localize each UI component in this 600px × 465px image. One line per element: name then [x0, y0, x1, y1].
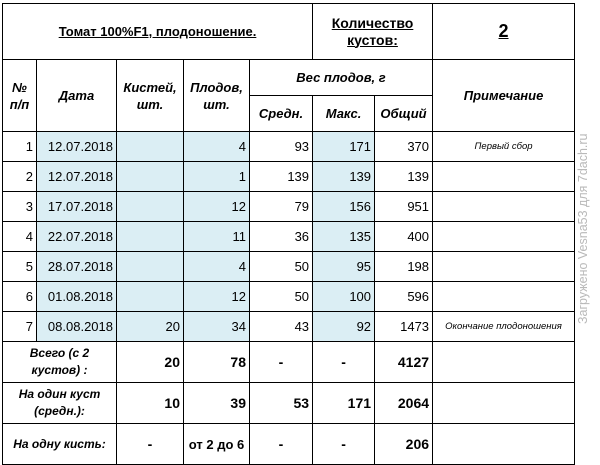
- row-note: [433, 252, 575, 282]
- table-row: [3, 282, 575, 312]
- col-clusters: Кистей, шт.: [117, 60, 184, 132]
- row-note: [433, 222, 575, 252]
- col-max: Макс.: [313, 96, 375, 132]
- col-fruits: Плодов, шт.: [184, 60, 250, 132]
- col-note: Примечание: [433, 60, 575, 132]
- totals-total: 4127: [375, 342, 433, 383]
- row-clusters: [117, 252, 184, 282]
- row-fruits: 4: [184, 132, 250, 162]
- row-avg: 36: [250, 222, 313, 252]
- col-weight-group: Вес плодов, г: [250, 60, 433, 96]
- per-bush-clusters: 10: [117, 383, 184, 424]
- per-bush-label: На один куст (средн.):: [3, 383, 117, 424]
- row-num: 7: [3, 312, 37, 342]
- totals-fruits: 78: [184, 342, 250, 383]
- per-bush-fruits: 39: [184, 383, 250, 424]
- row-date: 12.07.2018: [37, 162, 117, 192]
- per-bush-note: [433, 383, 575, 424]
- row-fruits: 1: [184, 162, 250, 192]
- row-total: 1473: [375, 312, 433, 342]
- row-fruits: 4: [184, 252, 250, 282]
- row-clusters: [117, 192, 184, 222]
- totals-avg: -: [250, 342, 313, 383]
- row-num: 3: [3, 192, 37, 222]
- row-num: 4: [3, 222, 37, 252]
- per-cluster-total: 206: [375, 424, 433, 465]
- per-cluster-note: [433, 424, 575, 465]
- per-bush-max: 171: [313, 383, 375, 424]
- per-cluster-label: На одну кисть:: [3, 424, 117, 465]
- row-date: 17.07.2018: [37, 192, 117, 222]
- row-clusters: 20: [117, 312, 184, 342]
- bushes-label: Количество кустов:: [313, 4, 433, 60]
- row-clusters: [117, 282, 184, 312]
- totals-row: [3, 342, 575, 383]
- table-row: [3, 252, 575, 282]
- table-row: [3, 192, 575, 222]
- row-max: 135: [313, 222, 375, 252]
- row-date: 22.07.2018: [37, 222, 117, 252]
- row-total: 951: [375, 192, 433, 222]
- per-cluster-fruits: от 2 до 6: [184, 424, 250, 465]
- row-note: [433, 282, 575, 312]
- totals-note: [433, 342, 575, 383]
- totals-max: -: [313, 342, 375, 383]
- per-bush-row: [3, 383, 575, 424]
- harvest-table: [2, 3, 575, 465]
- table-row: [3, 222, 575, 252]
- row-max: 171: [313, 132, 375, 162]
- row-max: 92: [313, 312, 375, 342]
- watermark-text: Загружено Vesna53 для 7dach.ru: [576, 133, 590, 324]
- per-cluster-clusters: -: [117, 424, 184, 465]
- row-num: 5: [3, 252, 37, 282]
- bushes-value: 2: [433, 4, 575, 60]
- row-date: 08.08.2018: [37, 312, 117, 342]
- row-avg: 139: [250, 162, 313, 192]
- row-date: 01.08.2018: [37, 282, 117, 312]
- row-avg: 79: [250, 192, 313, 222]
- per-bush-total: 2064: [375, 383, 433, 424]
- row-total: 198: [375, 252, 433, 282]
- row-fruits: 12: [184, 192, 250, 222]
- row-fruits: 34: [184, 312, 250, 342]
- row-max: 100: [313, 282, 375, 312]
- row-max: 95: [313, 252, 375, 282]
- row-avg: 43: [250, 312, 313, 342]
- row-date: 12.07.2018: [37, 132, 117, 162]
- row-note: [433, 162, 575, 192]
- row-total: 139: [375, 162, 433, 192]
- row-num: 2: [3, 162, 37, 192]
- table-title: Томат 100%F1, плодоношение.: [3, 4, 313, 60]
- row-note: [433, 192, 575, 222]
- per-bush-avg: 53: [250, 383, 313, 424]
- row-note: Окончание плодоношения: [433, 312, 575, 342]
- row-num: 6: [3, 282, 37, 312]
- row-max: 156: [313, 192, 375, 222]
- row-avg: 50: [250, 282, 313, 312]
- row-total: 400: [375, 222, 433, 252]
- col-num: № п/п: [3, 60, 37, 132]
- table-row: [3, 162, 575, 192]
- row-avg: 93: [250, 132, 313, 162]
- row-max: 139: [313, 162, 375, 192]
- row-note: Первый сбор: [433, 132, 575, 162]
- col-total: Общий: [375, 96, 433, 132]
- row-num: 1: [3, 132, 37, 162]
- totals-label: Всего (с 2 кустов) :: [3, 342, 117, 383]
- per-cluster-avg: -: [250, 424, 313, 465]
- per-cluster-row: [3, 424, 575, 465]
- totals-clusters: 20: [117, 342, 184, 383]
- col-date: Дата: [37, 60, 117, 132]
- table-row: [3, 132, 575, 162]
- row-total: 596: [375, 282, 433, 312]
- row-clusters: [117, 132, 184, 162]
- row-total: 370: [375, 132, 433, 162]
- per-cluster-max: -: [313, 424, 375, 465]
- table-row: [3, 312, 575, 342]
- row-fruits: 11: [184, 222, 250, 252]
- row-clusters: [117, 162, 184, 192]
- row-date: 28.07.2018: [37, 252, 117, 282]
- row-avg: 50: [250, 252, 313, 282]
- row-clusters: [117, 222, 184, 252]
- col-avg: Средн.: [250, 96, 313, 132]
- row-fruits: 12: [184, 282, 250, 312]
